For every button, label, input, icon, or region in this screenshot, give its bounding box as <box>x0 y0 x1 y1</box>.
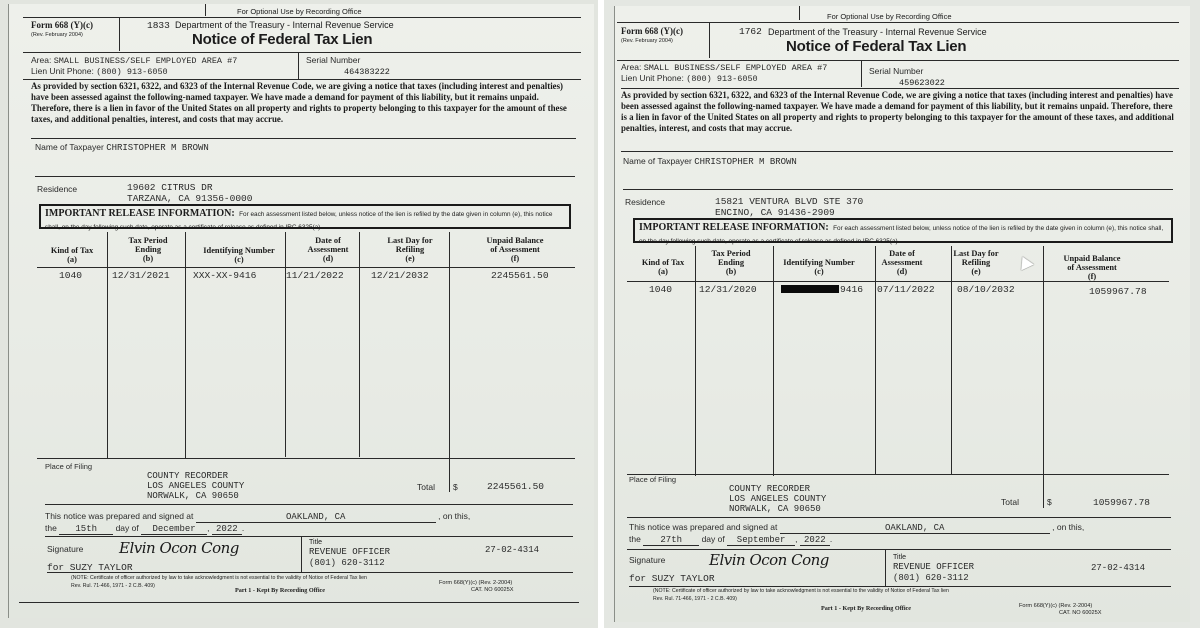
divider <box>799 6 800 20</box>
release-info-title: IMPORTANT RELEASE INFORMATION: <box>45 208 235 219</box>
officer-badge-number: 27-02-4314 <box>1091 563 1146 573</box>
serial-number: 464383222 <box>344 67 390 77</box>
currency-symbol: $ <box>1047 497 1052 507</box>
footer-part-label: Part 1 - Kept By Recording Office <box>235 587 326 594</box>
cell-unpaid-balance: 2245561.50 <box>491 270 549 281</box>
signature-label: Signature <box>629 555 666 565</box>
total-amount: 1059967.78 <box>1093 497 1151 508</box>
serial-number: 459623022 <box>899 78 945 88</box>
release-info-text: For each assessment listed below, unless notice of the lien is refiled by the date given in column (e), this notice shall, on the day following such date, operate as a certificate of release as defined in IRC 6325(a). <box>639 225 1164 245</box>
divider <box>301 536 302 572</box>
residence-label: Residence <box>625 197 666 207</box>
lien-phone: Lien Unit Phone: (800) 913-6050 <box>31 66 168 77</box>
title-label: Title <box>309 539 322 546</box>
rule <box>621 151 1173 152</box>
rule <box>629 586 1171 587</box>
footer-form-ref: Form 668(Y)(c) (Rev. 2-2004) <box>439 580 513 586</box>
prepared-place: OAKLAND, CA <box>196 512 436 523</box>
column-header-tax-period: Tax Period Ending (b) <box>128 236 168 263</box>
cell-date-of-assessment: 07/11/2022 <box>877 284 935 295</box>
lien-phone-value: (800) 913-6050 <box>96 67 168 77</box>
rule <box>31 138 576 139</box>
column-header-date-of-assessment: Date of Assessment (d) <box>307 236 349 263</box>
divider <box>885 549 886 586</box>
lien-photo-right <box>604 0 1200 628</box>
document-title: Notice of Federal Tax Lien <box>192 31 373 48</box>
address-line-2: ENCINO, CA 91436-2909 <box>715 207 835 218</box>
notice-paragraph: As provided by section 6321, 6322, and 6323 of the Internal Revenue Code, we are giving a notice that taxes (including interest and penalties) have been assessed against the following-named taxpayer. We have made a demand for payment of this liability, but it remains unpaid. Therefore, there is a lien in favor of the United States on all property and rights to property belonging to this taxpayer for the amount of these taxes, and additional penalties, interest, and costs that may accrue. <box>31 81 567 124</box>
cell-unpaid-balance: 1059967.78 <box>1089 286 1147 297</box>
total-amount: 2245561.50 <box>487 481 545 492</box>
footer-note-2: Rev. Rul. 71-466, 1971 - 2 C.B. 409) <box>653 596 737 602</box>
title-label: Title <box>893 554 906 561</box>
cell-date-of-assessment: 11/21/2022 <box>286 270 344 281</box>
rule <box>617 22 1179 23</box>
notice-paragraph: As provided by section 6321, 6322, and 6323 of the Internal Revenue Code, we are giving a notice that taxes (including interest and penalties) have been assessed against the following-named taxpayer. We have made a demand for payment of this liability, but it remains unpaid. Therefore, there is a lien in favor of the United States on all property and rights to property belonging to this taxpayer for the amount of these taxes, and additional penalties, interest, and costs that may accrue. <box>621 90 1174 133</box>
divider <box>298 52 299 79</box>
footer-note-1: (NOTE: Certificate of officer authorized by law to take acknowledgment is not essential to the validity of Notice of Federal Tax lien <box>653 588 949 594</box>
total-label: Total <box>1001 497 1019 507</box>
place-of-filing-label: Place of Filing <box>629 475 677 484</box>
release-info-text: For each assessment listed below, unless notice of the lien is refiled by the date given in column (e), this notice shall, on the day following such date, operate as a certificate of release as defined in IRC 6325(a). <box>45 211 553 231</box>
form-id: Form 668 (Y)(c) <box>621 26 683 36</box>
prepared-statement: This notice was prepared and signed at OAKLAND, CA , on this, <box>629 522 1085 533</box>
residence-label: Residence <box>37 184 78 194</box>
signer-name: for SUZY TAYLOR <box>47 562 133 573</box>
cell-last-day-refiling: 08/10/2032 <box>957 284 1015 295</box>
rule <box>627 517 1171 518</box>
rule <box>45 504 573 505</box>
rule <box>37 267 575 268</box>
taxpayer-name: CHRISTOPHER M BROWN <box>106 143 209 153</box>
column-header-kind-of-tax: Kind of Tax (a) <box>50 246 94 264</box>
rule <box>627 549 1171 550</box>
address-line-2: TARZANA, CA 91356-0000 <box>127 193 253 204</box>
rule <box>623 189 1173 190</box>
column-header-last-day-refiling: Last Day for Refiling (e) <box>953 249 999 276</box>
address-line-1: 19602 CITRUS DR <box>127 182 213 193</box>
column-divider <box>695 246 696 476</box>
taxpayer-name-row: Name of Taxpayer CHRISTOPHER M BROWN <box>35 142 209 153</box>
currency-symbol: $ <box>453 482 458 492</box>
agency-name: Department of the Treasury - Internal Revenue Service <box>768 27 987 37</box>
divider <box>205 4 206 16</box>
column-divider <box>107 232 108 458</box>
place-of-filing-label: Place of Filing <box>45 462 93 471</box>
agency-name: Department of the Treasury - Internal Revenue Service <box>175 20 394 30</box>
column-divider <box>951 246 952 474</box>
filing-line-2: LOS ANGELES COUNTY <box>729 494 827 504</box>
prepared-date: the 15th day of December , 2022 . <box>45 523 245 534</box>
doc-number: 1833 <box>147 20 170 31</box>
column-divider <box>449 232 450 492</box>
address-line-1: 15821 VENTURA BLVD STE 370 <box>715 196 864 207</box>
filing-line-1: COUNTY RECORDER <box>729 484 811 494</box>
prepared-year: 2022 <box>800 535 830 546</box>
officer-title: REVENUE OFFICER <box>893 562 975 572</box>
footer-cat-no: CAT. NO 60025X <box>471 587 514 593</box>
prepared-statement: This notice was prepared and signed at OAKLAND, CA , on this, <box>45 511 471 522</box>
taxpayer-name-row: Name of Taxpayer CHRISTOPHER M BROWN <box>623 156 797 167</box>
column-divider <box>1043 246 1044 508</box>
rule <box>23 17 581 18</box>
redaction-bar <box>781 285 839 293</box>
divider <box>709 22 710 58</box>
release-info-box <box>39 204 571 229</box>
rule <box>45 536 573 537</box>
rule <box>47 572 573 573</box>
taxpayer-name: CHRISTOPHER M BROWN <box>694 157 797 167</box>
prepared-month: December <box>141 524 207 535</box>
signature-scrawl: Elvin Ocon Cong <box>709 551 829 569</box>
divider <box>119 17 120 51</box>
officer-phone: (801) 620-3112 <box>893 573 969 583</box>
serial-label: Serial Number <box>869 66 924 76</box>
footer-note-2: Rev. Rul. 71-466, 1971 - 2 C.B. 409) <box>71 583 155 589</box>
rule <box>35 176 575 177</box>
column-header-unpaid-balance: Unpaid Balance of Assessment (f) <box>1063 254 1121 281</box>
rule <box>37 458 575 459</box>
signer-name: for SUZY TAYLOR <box>629 573 715 584</box>
footer-cat-no: CAT. NO 60025X <box>1059 610 1102 616</box>
divider <box>861 60 862 87</box>
area-label: Area: SMALL BUSINESS/SELF EMPLOYED AREA #7 <box>621 62 828 73</box>
doc-number: 1762 <box>739 26 762 37</box>
rule <box>23 52 581 53</box>
cell-tax-period: 12/31/2020 <box>699 284 757 295</box>
filing-line-3: NORWALK, CA 90650 <box>147 491 239 501</box>
officer-badge-number: 27-02-4314 <box>485 545 540 555</box>
column-header-last-day-refiling: Last Day for Refiling (e) <box>387 236 433 263</box>
rule <box>23 79 581 80</box>
rule <box>621 88 1179 89</box>
column-header-unpaid-balance: Unpaid Balance of Assessment (f) <box>486 236 544 263</box>
form-id: Form 668 (Y)(c) <box>31 20 93 30</box>
rule <box>627 474 1169 475</box>
rule <box>19 602 579 603</box>
cell-tax-period: 12/31/2021 <box>112 270 170 281</box>
prepared-day: 27th <box>643 535 699 546</box>
signature-scrawl: Elvin Ocon Cong <box>119 539 239 557</box>
column-divider <box>773 246 774 476</box>
release-info-title: IMPORTANT RELEASE INFORMATION: <box>639 222 829 233</box>
column-divider <box>875 246 876 474</box>
rule <box>617 60 1179 61</box>
cell-identifying-number: XXX-XX-9416 <box>193 270 257 281</box>
column-divider <box>285 232 286 457</box>
column-divider <box>185 232 186 458</box>
area-value: SMALL BUSINESS/SELF EMPLOYED AREA #7 <box>53 56 238 66</box>
filing-line-2: LOS ANGELES COUNTY <box>147 481 245 491</box>
column-divider <box>359 232 360 457</box>
area-label: Area: SMALL BUSINESS/SELF EMPLOYED AREA #7 <box>31 55 238 66</box>
rule <box>627 281 1169 282</box>
signature-label: Signature <box>47 544 84 554</box>
cell-last-day-refiling: 12/21/2032 <box>371 270 429 281</box>
lien-photo-left <box>0 0 598 628</box>
prepared-month: September <box>727 535 795 546</box>
cell-identifying-number: 9416 <box>781 284 863 295</box>
total-label: Total <box>417 482 435 492</box>
lien-notice-document <box>614 6 1190 622</box>
column-header-kind-of-tax: Kind of Tax (a) <box>641 258 685 276</box>
prepared-date: the 27th day of September , 2022 . <box>629 534 833 545</box>
cell-kind-of-tax: 1040 <box>59 270 83 281</box>
column-header-identifying-number: Identifying Number (c) <box>783 258 855 276</box>
prepared-place: OAKLAND, CA <box>780 523 1050 534</box>
form-rev: (Rev. February 2004) <box>621 38 673 44</box>
column-header-tax-period: Tax Period Ending (b) <box>711 249 751 276</box>
form-rev: (Rev. February 2004) <box>31 32 83 38</box>
column-header-date-of-assessment: Date of Assessment (d) <box>881 249 923 276</box>
optional-use-label: For Optional Use by Recording Office <box>237 7 362 16</box>
footer-part-label: Part 1 - Kept By Recording Office <box>821 605 912 612</box>
cell-kind-of-tax: 1040 <box>649 284 673 295</box>
filing-line-3: NORWALK, CA 90650 <box>729 504 821 514</box>
release-info-box <box>633 218 1173 243</box>
serial-label: Serial Number <box>306 55 361 65</box>
footer-form-ref: Form 668(Y)(c) (Rev. 2-2004) <box>1019 603 1093 609</box>
officer-phone: (801) 620-3112 <box>309 558 385 568</box>
prepared-year: 2022 <box>212 524 242 535</box>
officer-title: REVENUE OFFICER <box>309 547 391 557</box>
footer-note-1: (NOTE: Certificate of officer authorized by law to take acknowledgment is not essential to the validity of Notice of Federal Tax lien <box>71 575 367 581</box>
lien-notice-document <box>8 4 594 618</box>
lien-phone-value: (800) 913-6050 <box>686 74 758 84</box>
document-title: Notice of Federal Tax Lien <box>786 38 967 55</box>
column-header-identifying-number: Identifying Number (c) <box>203 246 275 264</box>
optional-use-label: For Optional Use by Recording Office <box>827 12 952 21</box>
filing-line-1: COUNTY RECORDER <box>147 471 229 481</box>
area-value: SMALL BUSINESS/SELF EMPLOYED AREA #7 <box>643 63 828 73</box>
lien-phone: Lien Unit Phone: (800) 913-6050 <box>621 73 758 84</box>
prepared-day: 15th <box>59 524 113 535</box>
